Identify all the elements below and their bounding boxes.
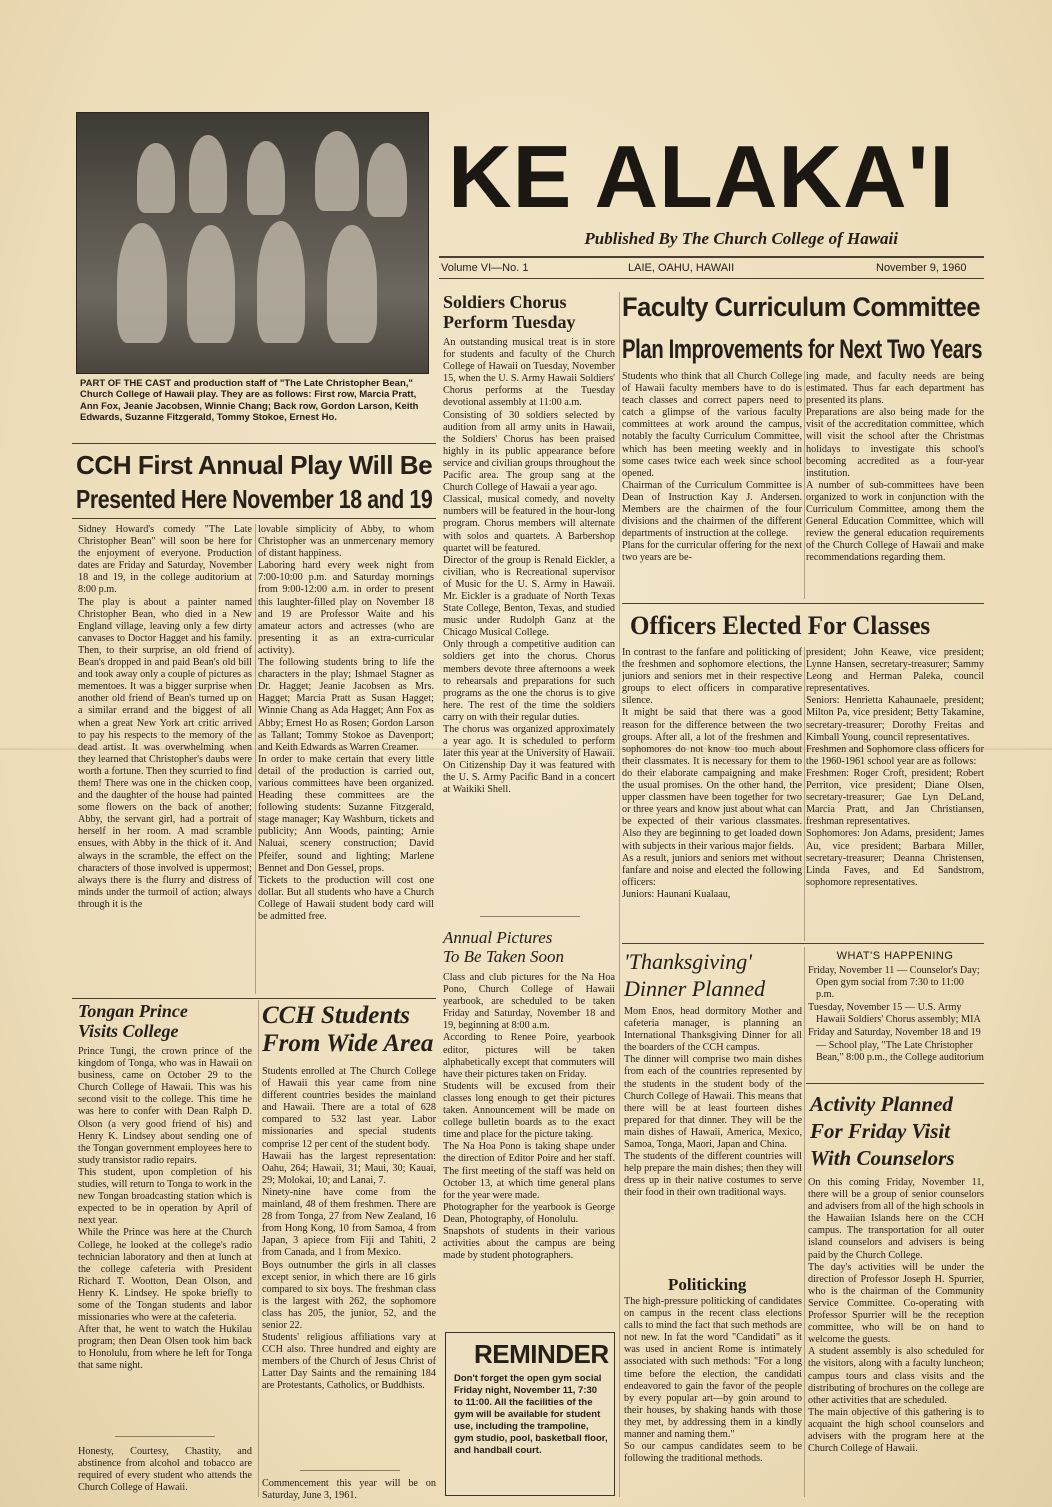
pictures-headline-line2: To Be Taken Soon xyxy=(443,947,565,966)
tongan-article: Prince Tungi, the crown prince of the kingdom of Tonga, who was in Hawaii on business, came on October 29 to the Church College of Hawaii. This was his second visit to the college. This time he was here to confer with Dean Ralph D. Olson (a very good friend of his) and Henry K. Lindsey about sending one of the Tongan government employees here to study transistor radio repairs. This student, upon completion of his studies, will return to Tonga to work in the new Tongan broadcasting station which is expected to be in operation by April of next year. While the Prince was here at the Church College, he looked at the college's radio technician laboratory and then at lunch at the college cafeteria with President Richard T. Wootton, Dean Olson, and Henry K. Lindsey. He spoke briefly to some of the Tongan students and labor missionaries who were at the cafeteria. After that, he went to watch the Hukilau program; then Dean Olsen took him back to Honolulu, from where he left for Tonga that same night. xyxy=(78,1046,252,1372)
officers-article-col2: president; John Keawe, vice president; Lynne Hansen, secretary-treasurer; Sammy Leong and Herman Paleka, council representatives. Seniors: Henrietta Kahaunaele, president; Milton Pa, vice president; Betty Takamine, secretary-treasurer; Dorothy Freitas and Kimball Young, council representatives. Freshmen and Sophomore class officers for the 1960-1961 school year are as follows: Freshmen: Roger Croft, president; Robert Perriton, vice president; Diane Olsen, secretary-treasurer; Gae Lyn DeLand, Marcia Pratt, and Jan Christiansen, freshman representatives. Sophomores: Jon Adams, president; James Au, vice president; Barbara Miller, secretary-treasurer; Deanna Christensen, Linda Faves, and Ed Sandstrom, sophomore representatives. xyxy=(806,647,984,888)
chorus-headline-line1: Soldiers Chorus xyxy=(443,292,567,312)
issue-date: November 9, 1960 xyxy=(876,262,967,274)
wide-area-article: Students enrolled at The Church College of Hawaii this year came from nine different countries besides the mainland and Hawaii. There are a total of 628 compared to 532 last year. Labor missionaries and special students comprise 12 per cent of the student body. Hawaii has the largest representation: Oahu, 264; Hawaii, 31; Maui, 30; Kauai, 29; Molokai, 10; and Lanai, 7. Ninety-nine have come from the mainland, 48 of them freshmen. There are 28 from Tonga, 27 from New Zealand, 16 from Hong Kong, 10 from Samoa, 4 from Japan, 3 apiece from Fiji and Tahiti, 2 from Canada, and 1 from Mexico. Boys outnumber the girls in all classes except senior, in which there are 16 girls compared to six boys. The freshman class is the largest with 262, the sophomore class has 205, the junior, 52, and the senior 22. Students' religious affiliations vary at CCH also. Three hundred and eighty are members of the Church of Jesus Christ of Latter Day Saints and the remaining 184 are Protestants, Catholics, or Buddhists. xyxy=(262,1066,436,1392)
wide-area-headline-line2: From Wide Area xyxy=(262,1030,434,1057)
politicking-headline: Politicking xyxy=(668,1275,747,1294)
tongan-headline-line1: Tongan Prince xyxy=(78,1001,188,1021)
activity-headline-line3: With Counselors xyxy=(810,1146,955,1170)
play-headline-line2: Presented Here November 18 and 19 xyxy=(76,484,433,514)
cast-photo xyxy=(76,112,429,374)
masthead-title: KE ALAKA'I xyxy=(448,127,955,226)
play-article-col2: lovable simplicity of Abby, to whom Christopher was an unmercenary memory of distant happiness. Laboring hard every week night from 7:00-10:00 p.m. and Saturday mornings from 9:00-12:00 a.m. in order to present this laughter-filled play on November 18 and 19 are Professor Waite and his amateur actors and actresses (who are presenting it as an extra-curricular activity). The following students bring to life the characters in the play; Ishmael Stagner as Dr. Hagget; Jeanie Jacobsen as Mrs. Hagget; Marcia Pratt as Susan Hagget; Winnie Chang as Ada Hagget; Ann Fox as Abby; Ernest Ho as Rosen; Gordon Larson as Tallant; Tommy Stokoe as Davenport; and Keith Edwards as Warren Creamer. In order to make certain that every little detail of the production is carried out, various committees have been organized. Heading these committees are the following students: Suzanne Fitzgerald, stage manager; Kay Washburn, tickets and publicity; Ann Woods, painting; Arnie Naluai, scenery construction; David Pfeifer, sound and lighting; Marlene Bennet and Don Gessel, props. Tickets to the production will cost one dollar. But all students who have a Church College of Hawaii student body card will be admitted free. xyxy=(258,524,434,922)
chorus-headline-line2: Perform Tuesday xyxy=(443,312,576,332)
reminder-body: Don't forget the open gym social Friday night, November 11, 7:30 to 11:00. All the facilities of the gym will be available for student use, including the trampoline, gym studio, pool, basketball floor, and handball court. xyxy=(454,1373,608,1456)
thanksgiving-headline-line1: 'Thanksgiving' xyxy=(624,949,752,974)
play-headline-line1: CCH First Annual Play Will Be xyxy=(76,450,433,480)
politicking-article: The high-pressure politicking of candidates on campus in the recent class elections calls to mind the fact that such methods are not new. In fat the word "Candidati" as it was used in ancient Rome is intimately associated with such methods: "For a long time before the election, the candidati endeavored to gain the favor of the people by every popular art—by goin around to their houses, by shaking hands with those they met, by addressing them in a kindly manner and naming them." So our campus candidates seem to be following the traditional methods. xyxy=(624,1296,802,1465)
happening-item: Friday and Saturday, November 18 and 19 — School play, "The Late Christopher Bean," 8:00 p.m., the College auditorium xyxy=(808,1027,984,1063)
tongan-headline-line2: Visits College xyxy=(78,1021,179,1041)
tongan-filler: Honesty, Courtesy, Chastity, and abstinence from alcohol and tobacco are required of every student who attends the Church College of Hawaii. xyxy=(78,1446,252,1494)
happening-list xyxy=(808,965,984,1064)
happening-item: Tuesday, November 15 — U.S. Army Hawaii Soldiers' Chorus assembly; MIA xyxy=(808,1002,981,1026)
happening-title: WHAT'S HAPPENING xyxy=(836,950,954,962)
activity-headline-line2: For Friday Visit xyxy=(810,1119,951,1143)
photo-caption: PART OF THE CAST and production staff of "The Late Christopher Bean," Church College of Hawaii play. They are as follows: First row, Marcia Pratt, Ann Fox, Jeanie Jacobsen, Winnie Chang; Back row, Gordon Larson, Keith Edwards, Suzanne Fitzgerald, Tommy Stokoe, Ernest Ho. xyxy=(80,378,419,424)
play-article-col1: Sidney Howard's comedy "The Late Christopher Bean" will soon be here for the enjoyment of everyone. Production dates are Friday and Saturday, November 18 and 19, in the college auditorium at 8:00 p.m. The play is about a painter named Christopher Bean, who died in a New England village, leaving only a few dirty canvases to Doctor Hagget and his family. Then, to their surprise, an old friend of Bean's dropped in and paid Bean's old bill and took away only a couple of pictures as mementoes. It was a bigger surprise when another old friend of Bean's turned up on a similar errand and the biggest of all when a great New York art critic arrived to pay his respects to the memory of the dead artist. It was overwhelming when they learned that Christopher's daubs were worth a fortune. Then they scurried to find them! There was one in the chicken coop, and the daughter of the house had painted some flowers on the back of another; Abby, the servant girl, had a portrait of herself in her room. A mad scramble ensues, with Abby in the thick of it. And always in the scramble, the effect on the characters of those involved is uppermost; always there is the flurry and distress of minds under the turmoil of action; always through it is the xyxy=(78,524,252,910)
faculty-headline-line2: Plan Improvements for Next Two Years xyxy=(622,334,983,364)
activity-headline-line1: Activity Planned xyxy=(810,1092,953,1116)
faculty-headline-line1: Faculty Curriculum Committee xyxy=(622,292,981,322)
activity-article: On this coming Friday, November 11, there will be a group of senior counselors and advisers from all of the high schools in the Hawaiian Islands here on the CCH campus. The transportation for all outer island counselors and advisers is being paid by the Church College. The day's activities will be under the direction of Professor Joseph H. Spurrier, who is the chairman of the Community Service Committee. Co-operating with Professor Spurrier will be the reception committee, who will be on hand to welcome the guests. A student assembly is also scheduled for the visitors, along with a faculty luncheon; campus tours and class visits and the distributing of brochures on the college are other activities that are scheduled. The main objective of this gathering is to acquaint the high school counselors and advisers with the program here at the Church College of Hawaii. xyxy=(808,1177,984,1455)
chorus-article: An outstanding musical treat is in store for students and faculty of the Church College of Hawaii on Tuesday, November 15, when the U. S. Army Hawaii Soldiers' Chorus performs at the Tuesday devotional assembly at 11:00 a.m. Consisting of 30 soldiers selected by audition from all army units in Hawaii, the Soldiers' Chorus has been praised highly in its public appearance before service and civilian groups throughout the Pacific area. The group sang at the Church College of Hawaii a year ago. Classical, musical comedy, and novelty numbers will be featured in the hour-long program. Chorus members will alternate with solos and quartets. A Barbershop quartet will be featured. Director of the group is Renald Eickler, a civilian, who is Recreational supervisor of Music for the U. S. Army in Hawaii. Mr. Eickler is a graduate of North Texas State College, Benton, Texas, and studied music under Rudolph Ganz at the Chicago Musical College. Only through a competitive audition can soldiers get into the chorus. Chorus members devote three afternoons a week to rehearsals and preparations for such programs as the one the chorus is to give here. The rest of the time the soldiers carry on with their regular duties. The chorus was organized approximately a year ago. It is scheduled to perform later this year at the University of Hawaii. On Citizenship Day it was featured with the U. S. Army Pacific Band in a concert at Waikiki Shell. xyxy=(443,337,615,796)
faculty-article-col2: ing made, and faculty needs are being estimated. Thus far each department has presented its plans. Preparations are also being made for the visit of the accreditation committee, which will visit the school after the Christmas holidays to investigate this school's becoming accredited as a four-year institution. A number of sub-committees have been organized to work in conjunction with the Curriculum Committee, among them the General Education Committee, which will review the general education requirements of the Church College of Hawaii and make recommendations regarding them. xyxy=(806,371,984,564)
masthead-subtitle: Published By The Church College of Hawaii xyxy=(584,229,898,248)
happening-item: Friday, November 11 — Counselor's Day; Open gym social from 7:30 to 11:00 p.m. xyxy=(808,965,980,1001)
reminder-title: REMINDER xyxy=(474,1339,609,1369)
pictures-article: Class and club pictures for the Na Hoa Pono, Church College of Hawaii yearbook, are scheduled to be taken Friday and Saturday, November 18 and 19, beginning at 8:00 a.m. According to Renee Poire, yearbook editor, pictures will be taken alphabetically except that commuters will have their pictures taken on Friday. Students will be excused from their classes long enough to get their pictures taken. Announcement will be made on college bulletin boards as to the exact time and place for the picture taking. The Na Hoa Pono is taking shape under the direction of Editor Poire and her staff. The first meeting of the staff was held on October 13, at which time general plans for the year were made. Photographer for the yearbook is George Dean, Photography, of Honolulu. Snapshots of students in their various activities about the campus are being made by student photographers. xyxy=(443,972,615,1262)
thanksgiving-headline-line2: Dinner Planned xyxy=(624,976,766,1001)
officers-article-col1: In contrast to the fanfare and politicking of the freshmen and sophomore elections, the juniors and seniors met in their respective groups to elect officers in comparative silence. It might be said that there was a good reason for the difference between the two groups. After all, a lot of the freshmen and sophomores do not know too much about their classmates. It is necessary for them to do their elaborate campaigning and make the usual promises. On the other hand, the upper classmen have been together for two or three years and know just about what can be expected of their various classmates. Also they are beginning to get loaded down with subjects in their various major fields. As a result, juniors and seniors met without fanfare and noise and elected the following officers: Juniors: Haunani Kualaau, xyxy=(622,647,802,900)
officers-headline: Officers Elected For Classes xyxy=(630,611,931,640)
thanksgiving-article: Mom Enos, head dormitory Mother and cafeteria manager, is planning an International Thanksgiving Dinner for all the boarders of the CCH campus. The dinner will comprise two main dishes from each of the countries represented by the students in the student body of the Church College of Hawaii. This means that there will be at least fourteen dishes prepared for that dinner. They will be the main dishes of Hawaii, America, Mexico, Samoa, Tonga, Maori, Japan and China. The students of the different countries will help prepare the main dishes; then they will dress up in their native costumes to serve their food in their own traditional ways. xyxy=(624,1006,802,1199)
wide-area-filler: Commencement this year will be on Saturday, June 3, 1961. xyxy=(262,1478,436,1502)
volume-number: Volume VI—No. 1 xyxy=(441,262,529,274)
reminder-box xyxy=(445,1332,615,1496)
faculty-article-col1: Students who think that all Church College of Hawaii faculty members have to do is teach classes and correct papers need to catch a glimpse of the various faculty committees at work around the campus, notably the faculty Curriculum Committee, which has been meeting weekly and in some cases twice each week since school opened. Chairman of the Curriculum Committee is Dean of Instruction Kay J. Andersen. Members are the chairmen of the four divisions and the chairmen of the different departments of instruction at the college. Plans for the curricular offering for the next two years are be- xyxy=(622,371,802,564)
dateline-place: LAIE, OAHU, HAWAII xyxy=(628,262,735,274)
wide-area-headline-line1: CCH Students xyxy=(262,1002,410,1029)
pictures-headline-line1: Annual Pictures xyxy=(443,928,553,947)
